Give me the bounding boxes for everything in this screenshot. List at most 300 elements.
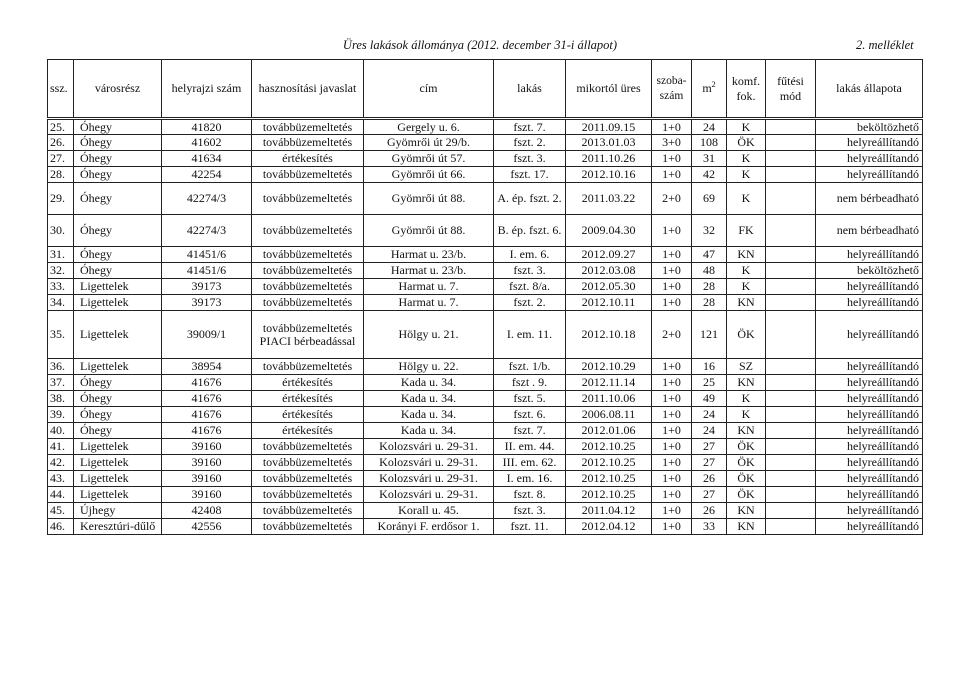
cell-komf-fok: ÖK — [727, 471, 766, 487]
cell-lakas: fszt. 11. — [494, 519, 566, 535]
cell-szobaszam: 1+0 — [652, 263, 692, 279]
cell-helyrajzi-szam: 41676 — [162, 407, 252, 423]
cell-m2: 25 — [692, 375, 727, 391]
cell-lakas: I. em. 6. — [494, 247, 566, 263]
cell-helyrajzi-szam: 41820 — [162, 119, 252, 135]
header-row — [48, 60, 923, 119]
cell-varosresz: Ligettelek — [74, 487, 162, 503]
cell-allapot: helyreállítandó — [816, 471, 923, 487]
cell-futesi-mod — [766, 391, 816, 407]
cell-cim: Korányi F. erdősor 1. — [364, 519, 494, 535]
header-lakas: lakás — [494, 60, 566, 119]
cell-m2: 48 — [692, 263, 727, 279]
cell-m2: 31 — [692, 151, 727, 167]
cell-szobaszam: 1+0 — [652, 471, 692, 487]
cell-ssz: 32. — [48, 263, 74, 279]
cell-szobaszam: 2+0 — [652, 311, 692, 359]
cell-mikortol-ures: 2012.10.25 — [566, 455, 652, 471]
cell-helyrajzi-szam: 39160 — [162, 455, 252, 471]
table-row — [48, 375, 923, 391]
table-row — [48, 215, 923, 247]
cell-allapot: beköltözhető — [816, 263, 923, 279]
table-row — [48, 119, 923, 135]
cell-mikortol-ures: 2011.04.12 — [566, 503, 652, 519]
empty-flats-table — [47, 59, 923, 535]
cell-allapot: helyreállítandó — [816, 295, 923, 311]
cell-lakas: I. em. 16. — [494, 471, 566, 487]
cell-m2: 121 — [692, 311, 727, 359]
cell-helyrajzi-szam: 41676 — [162, 375, 252, 391]
cell-varosresz: Ligettelek — [74, 471, 162, 487]
cell-hasznositasi-javaslat: értékesítés — [252, 151, 364, 167]
cell-hasznositasi-javaslat: továbbüzemeltetés — [252, 247, 364, 263]
cell-szobaszam: 1+0 — [652, 119, 692, 135]
cell-cim: Kolozsvári u. 29-31. — [364, 455, 494, 471]
cell-m2: 69 — [692, 183, 727, 215]
cell-futesi-mod — [766, 183, 816, 215]
cell-ssz: 31. — [48, 247, 74, 263]
cell-szobaszam: 3+0 — [652, 135, 692, 151]
cell-ssz: 40. — [48, 423, 74, 439]
cell-lakas: II. em. 44. — [494, 439, 566, 455]
cell-allapot: helyreállítandó — [816, 519, 923, 535]
cell-cim: Gergely u. 6. — [364, 119, 494, 135]
cell-lakas: fszt. 3. — [494, 263, 566, 279]
cell-cim: Kada u. 34. — [364, 407, 494, 423]
cell-szobaszam: 1+0 — [652, 359, 692, 375]
cell-helyrajzi-szam: 39009/1 — [162, 311, 252, 359]
cell-mikortol-ures: 2012.09.27 — [566, 247, 652, 263]
cell-hasznositasi-javaslat: értékesítés — [252, 391, 364, 407]
header-cim: cím — [364, 60, 494, 119]
cell-komf-fok: KN — [727, 247, 766, 263]
cell-lakas: fszt. 7. — [494, 119, 566, 135]
header-szobaszam: szoba-szám — [652, 60, 692, 119]
cell-szobaszam: 1+0 — [652, 279, 692, 295]
cell-mikortol-ures: 2012.10.25 — [566, 487, 652, 503]
cell-m2: 28 — [692, 295, 727, 311]
cell-allapot: helyreállítandó — [816, 407, 923, 423]
cell-varosresz: Óhegy — [74, 391, 162, 407]
cell-m2: 27 — [692, 455, 727, 471]
cell-helyrajzi-szam: 42274/3 — [162, 215, 252, 247]
cell-varosresz: Ligettelek — [74, 295, 162, 311]
table-row — [48, 295, 923, 311]
cell-m2: 33 — [692, 519, 727, 535]
cell-futesi-mod — [766, 487, 816, 503]
cell-cim: Gyömrői út 66. — [364, 167, 494, 183]
cell-allapot: helyreállítandó — [816, 439, 923, 455]
cell-helyrajzi-szam: 41451/6 — [162, 247, 252, 263]
cell-futesi-mod — [766, 279, 816, 295]
cell-szobaszam: 1+0 — [652, 503, 692, 519]
cell-mikortol-ures: 2012.11.14 — [566, 375, 652, 391]
cell-futesi-mod — [766, 135, 816, 151]
cell-hasznositasi-javaslat: továbbüzemeltetés — [252, 279, 364, 295]
cell-m2: 42 — [692, 167, 727, 183]
cell-szobaszam: 1+0 — [652, 439, 692, 455]
cell-ssz: 25. — [48, 119, 74, 135]
cell-futesi-mod — [766, 359, 816, 375]
cell-hasznositasi-javaslat: továbbüzemeltetés PIACI bérbeadással — [252, 311, 364, 359]
cell-hasznositasi-javaslat: értékesítés — [252, 407, 364, 423]
cell-m2: 24 — [692, 423, 727, 439]
cell-varosresz: Óhegy — [74, 375, 162, 391]
header-m2-base: m — [702, 81, 712, 95]
cell-futesi-mod — [766, 151, 816, 167]
header-hasznositasi-javaslat: hasznosítási javaslat — [252, 60, 364, 119]
cell-ssz: 33. — [48, 279, 74, 295]
cell-lakas: fszt. 5. — [494, 391, 566, 407]
cell-komf-fok: ÖK — [727, 455, 766, 471]
cell-helyrajzi-szam: 38954 — [162, 359, 252, 375]
cell-m2: 24 — [692, 407, 727, 423]
header-komf-fok: komf. fok. — [727, 60, 766, 119]
cell-varosresz: Óhegy — [74, 263, 162, 279]
cell-allapot: beköltözhető — [816, 119, 923, 135]
cell-ssz: 37. — [48, 375, 74, 391]
cell-lakas: B. ép. fszt. 6. — [494, 215, 566, 247]
table-row — [48, 167, 923, 183]
cell-cim: Gyömrői út 88. — [364, 215, 494, 247]
cell-szobaszam: 1+0 — [652, 407, 692, 423]
cell-allapot: helyreállítandó — [816, 503, 923, 519]
cell-mikortol-ures: 2011.03.22 — [566, 183, 652, 215]
cell-lakas: fszt. 2. — [494, 295, 566, 311]
cell-allapot: helyreállítandó — [816, 487, 923, 503]
cell-szobaszam: 1+0 — [652, 295, 692, 311]
cell-cim: Gyömrői út 29/b. — [364, 135, 494, 151]
cell-varosresz: Óhegy — [74, 167, 162, 183]
cell-varosresz: Óhegy — [74, 247, 162, 263]
cell-mikortol-ures: 2012.05.30 — [566, 279, 652, 295]
cell-ssz: 42. — [48, 455, 74, 471]
cell-allapot: helyreállítandó — [816, 311, 923, 359]
cell-allapot: helyreállítandó — [816, 135, 923, 151]
cell-varosresz: Ligettelek — [74, 359, 162, 375]
cell-ssz: 39. — [48, 407, 74, 423]
cell-hasznositasi-javaslat: továbbüzemeltetés — [252, 487, 364, 503]
header-m2-sup: 2 — [711, 80, 716, 89]
cell-cim: Kada u. 34. — [364, 423, 494, 439]
cell-komf-fok: K — [727, 391, 766, 407]
cell-hasznositasi-javaslat: továbbüzemeltetés — [252, 471, 364, 487]
cell-allapot: helyreállítandó — [816, 455, 923, 471]
cell-m2: 108 — [692, 135, 727, 151]
cell-futesi-mod — [766, 455, 816, 471]
cell-futesi-mod — [766, 503, 816, 519]
cell-hasznositasi-javaslat: továbbüzemeltetés — [252, 183, 364, 215]
cell-ssz: 44. — [48, 487, 74, 503]
cell-lakas: fszt. 3. — [494, 503, 566, 519]
cell-allapot: helyreállítandó — [816, 391, 923, 407]
header-mikortol-ures: mikortól üres — [566, 60, 652, 119]
cell-ssz: 26. — [48, 135, 74, 151]
table-row — [48, 247, 923, 263]
cell-cim: Harmat u. 7. — [364, 295, 494, 311]
cell-komf-fok: K — [727, 119, 766, 135]
cell-komf-fok: K — [727, 151, 766, 167]
cell-komf-fok: FK — [727, 215, 766, 247]
table-row — [48, 151, 923, 167]
cell-mikortol-ures: 2011.10.06 — [566, 391, 652, 407]
cell-cim: Hölgy u. 21. — [364, 311, 494, 359]
cell-mikortol-ures: 2012.10.29 — [566, 359, 652, 375]
cell-varosresz: Óhegy — [74, 119, 162, 135]
cell-m2: 28 — [692, 279, 727, 295]
table-row — [48, 263, 923, 279]
header-varosresz: városrész — [74, 60, 162, 119]
cell-varosresz: Ligettelek — [74, 439, 162, 455]
cell-cim: Gyömrői út 88. — [364, 183, 494, 215]
cell-lakas: fszt. 8/a. — [494, 279, 566, 295]
cell-mikortol-ures: 2012.03.08 — [566, 263, 652, 279]
cell-allapot: helyreállítandó — [816, 151, 923, 167]
cell-m2: 27 — [692, 487, 727, 503]
cell-m2: 47 — [692, 247, 727, 263]
cell-komf-fok: K — [727, 263, 766, 279]
cell-lakas: A. ép. fszt. 2. — [494, 183, 566, 215]
cell-futesi-mod — [766, 295, 816, 311]
cell-helyrajzi-szam: 39160 — [162, 439, 252, 455]
cell-allapot: helyreállítandó — [816, 423, 923, 439]
cell-futesi-mod — [766, 119, 816, 135]
cell-komf-fok: K — [727, 183, 766, 215]
cell-komf-fok: KN — [727, 295, 766, 311]
cell-ssz: 45. — [48, 503, 74, 519]
table-row — [48, 487, 923, 503]
table-row — [48, 279, 923, 295]
table-row — [48, 471, 923, 487]
cell-helyrajzi-szam: 39173 — [162, 279, 252, 295]
table-row — [48, 455, 923, 471]
cell-varosresz: Óhegy — [74, 215, 162, 247]
cell-varosresz: Óhegy — [74, 151, 162, 167]
cell-hasznositasi-javaslat: továbbüzemeltetés — [252, 215, 364, 247]
table-row — [48, 391, 923, 407]
cell-futesi-mod — [766, 167, 816, 183]
cell-cim: Korall u. 45. — [364, 503, 494, 519]
annex-label: 2. melléklet — [856, 38, 914, 52]
cell-komf-fok: KN — [727, 503, 766, 519]
cell-varosresz: Óhegy — [74, 407, 162, 423]
cell-varosresz: Ligettelek — [74, 279, 162, 295]
cell-mikortol-ures: 2012.10.11 — [566, 295, 652, 311]
cell-komf-fok: ÖK — [727, 311, 766, 359]
cell-varosresz: Ligettelek — [74, 311, 162, 359]
cell-ssz: 38. — [48, 391, 74, 407]
cell-cim: Gyömrői út 57. — [364, 151, 494, 167]
cell-komf-fok: ÖK — [727, 487, 766, 503]
cell-helyrajzi-szam: 41451/6 — [162, 263, 252, 279]
header-helyrajzi-szam: helyrajzi szám — [162, 60, 252, 119]
cell-ssz: 35. — [48, 311, 74, 359]
cell-m2: 49 — [692, 391, 727, 407]
table-row — [48, 519, 923, 535]
header-m2 — [692, 60, 727, 119]
cell-helyrajzi-szam: 41602 — [162, 135, 252, 151]
cell-helyrajzi-szam: 41634 — [162, 151, 252, 167]
cell-varosresz: Óhegy — [74, 183, 162, 215]
cell-szobaszam: 1+0 — [652, 215, 692, 247]
cell-varosresz: Óhegy — [74, 135, 162, 151]
cell-lakas: fszt . 9. — [494, 375, 566, 391]
header-lakas-allapota: lakás állapota — [816, 60, 923, 119]
cell-helyrajzi-szam: 42274/3 — [162, 183, 252, 215]
table-row — [48, 407, 923, 423]
cell-mikortol-ures: 2011.10.26 — [566, 151, 652, 167]
cell-allapot: helyreállítandó — [816, 359, 923, 375]
cell-varosresz: Keresztúri-dűlő — [74, 519, 162, 535]
table-row — [48, 503, 923, 519]
cell-helyrajzi-szam: 42556 — [162, 519, 252, 535]
cell-futesi-mod — [766, 439, 816, 455]
cell-cim: Harmat u. 7. — [364, 279, 494, 295]
cell-m2: 24 — [692, 119, 727, 135]
cell-komf-fok: K — [727, 167, 766, 183]
cell-cim: Kada u. 34. — [364, 391, 494, 407]
cell-mikortol-ures: 2013.01.03 — [566, 135, 652, 151]
header-ssz: ssz. — [48, 60, 74, 119]
cell-lakas: fszt. 3. — [494, 151, 566, 167]
cell-hasznositasi-javaslat: értékesítés — [252, 375, 364, 391]
cell-ssz: 43. — [48, 471, 74, 487]
cell-cim: Kada u. 34. — [364, 375, 494, 391]
cell-szobaszam: 1+0 — [652, 455, 692, 471]
cell-lakas: fszt. 8. — [494, 487, 566, 503]
cell-szobaszam: 1+0 — [652, 391, 692, 407]
table-row — [48, 439, 923, 455]
table-body — [48, 119, 923, 535]
cell-lakas: fszt. 17. — [494, 167, 566, 183]
cell-hasznositasi-javaslat: továbbüzemeltetés — [252, 503, 364, 519]
cell-szobaszam: 1+0 — [652, 487, 692, 503]
cell-lakas: fszt. 7. — [494, 423, 566, 439]
cell-szobaszam: 2+0 — [652, 183, 692, 215]
cell-cim: Kolozsvári u. 29-31. — [364, 471, 494, 487]
cell-helyrajzi-szam: 42254 — [162, 167, 252, 183]
cell-futesi-mod — [766, 215, 816, 247]
cell-lakas: fszt. 1/b. — [494, 359, 566, 375]
cell-szobaszam: 1+0 — [652, 167, 692, 183]
cell-futesi-mod — [766, 407, 816, 423]
cell-hasznositasi-javaslat: továbbüzemeltetés — [252, 135, 364, 151]
cell-futesi-mod — [766, 311, 816, 359]
cell-cim: Kolozsvári u. 29-31. — [364, 487, 494, 503]
cell-ssz: 28. — [48, 167, 74, 183]
cell-hasznositasi-javaslat: továbbüzemeltetés — [252, 359, 364, 375]
cell-szobaszam: 1+0 — [652, 375, 692, 391]
cell-cim: Hölgy u. 22. — [364, 359, 494, 375]
cell-ssz: 41. — [48, 439, 74, 455]
cell-komf-fok: ÖK — [727, 439, 766, 455]
cell-futesi-mod — [766, 247, 816, 263]
cell-futesi-mod — [766, 263, 816, 279]
cell-lakas: fszt. 6. — [494, 407, 566, 423]
cell-komf-fok: SZ — [727, 359, 766, 375]
cell-allapot: nem bérbeadható — [816, 183, 923, 215]
cell-hasznositasi-javaslat: értékesítés — [252, 423, 364, 439]
cell-m2: 27 — [692, 439, 727, 455]
cell-helyrajzi-szam: 39160 — [162, 487, 252, 503]
header-futesi-mod: fűtési mód — [766, 60, 816, 119]
cell-futesi-mod — [766, 471, 816, 487]
cell-hasznositasi-javaslat: továbbüzemeltetés — [252, 167, 364, 183]
cell-m2: 32 — [692, 215, 727, 247]
cell-szobaszam: 1+0 — [652, 151, 692, 167]
cell-komf-fok: K — [727, 279, 766, 295]
cell-futesi-mod — [766, 519, 816, 535]
cell-ssz: 34. — [48, 295, 74, 311]
cell-varosresz: Óhegy — [74, 423, 162, 439]
cell-helyrajzi-szam: 39173 — [162, 295, 252, 311]
table-row — [48, 311, 923, 359]
cell-varosresz: Újhegy — [74, 503, 162, 519]
cell-helyrajzi-szam: 41676 — [162, 423, 252, 439]
cell-lakas: I. em. 11. — [494, 311, 566, 359]
cell-hasznositasi-javaslat: továbbüzemeltetés — [252, 439, 364, 455]
cell-hasznositasi-javaslat: továbbüzemeltetés — [252, 295, 364, 311]
cell-m2: 16 — [692, 359, 727, 375]
cell-hasznositasi-javaslat: továbbüzemeltetés — [252, 519, 364, 535]
cell-lakas: III. em. 62. — [494, 455, 566, 471]
cell-mikortol-ures: 2012.04.12 — [566, 519, 652, 535]
cell-ssz: 27. — [48, 151, 74, 167]
table-row — [48, 423, 923, 439]
cell-komf-fok: K — [727, 407, 766, 423]
cell-mikortol-ures: 2012.10.25 — [566, 439, 652, 455]
cell-ssz: 29. — [48, 183, 74, 215]
cell-helyrajzi-szam: 39160 — [162, 471, 252, 487]
cell-komf-fok: KN — [727, 375, 766, 391]
cell-hasznositasi-javaslat: továbbüzemeltetés — [252, 263, 364, 279]
cell-allapot: helyreállítandó — [816, 167, 923, 183]
cell-szobaszam: 1+0 — [652, 423, 692, 439]
cell-szobaszam: 1+0 — [652, 519, 692, 535]
cell-lakas: fszt. 2. — [494, 135, 566, 151]
cell-m2: 26 — [692, 471, 727, 487]
cell-cim: Harmat u. 23/b. — [364, 247, 494, 263]
cell-varosresz: Ligettelek — [74, 455, 162, 471]
cell-szobaszam: 1+0 — [652, 247, 692, 263]
cell-mikortol-ures: 2011.09.15 — [566, 119, 652, 135]
cell-allapot: helyreállítandó — [816, 247, 923, 263]
cell-mikortol-ures: 2012.10.25 — [566, 471, 652, 487]
cell-allapot: helyreállítandó — [816, 375, 923, 391]
cell-helyrajzi-szam: 41676 — [162, 391, 252, 407]
cell-mikortol-ures: 2012.01.06 — [566, 423, 652, 439]
cell-ssz: 46. — [48, 519, 74, 535]
cell-hasznositasi-javaslat: továbbüzemeltetés — [252, 119, 364, 135]
cell-mikortol-ures: 2012.10.16 — [566, 167, 652, 183]
document-title: Üres lakások állománya (2012. december 31-i állapot) — [342, 38, 618, 52]
cell-komf-fok: KN — [727, 423, 766, 439]
table-row — [48, 183, 923, 215]
cell-allapot: nem bérbeadható — [816, 215, 923, 247]
cell-komf-fok: ÖK — [727, 135, 766, 151]
cell-komf-fok: KN — [727, 519, 766, 535]
cell-cim: Kolozsvári u. 29-31. — [364, 439, 494, 455]
cell-m2: 26 — [692, 503, 727, 519]
cell-allapot: helyreállítandó — [816, 279, 923, 295]
cell-mikortol-ures: 2009.04.30 — [566, 215, 652, 247]
cell-ssz: 36. — [48, 359, 74, 375]
cell-futesi-mod — [766, 375, 816, 391]
cell-hasznositasi-javaslat: továbbüzemeltetés — [252, 455, 364, 471]
cell-cim: Harmat u. 23/b. — [364, 263, 494, 279]
table-row — [48, 135, 923, 151]
cell-futesi-mod — [766, 423, 816, 439]
